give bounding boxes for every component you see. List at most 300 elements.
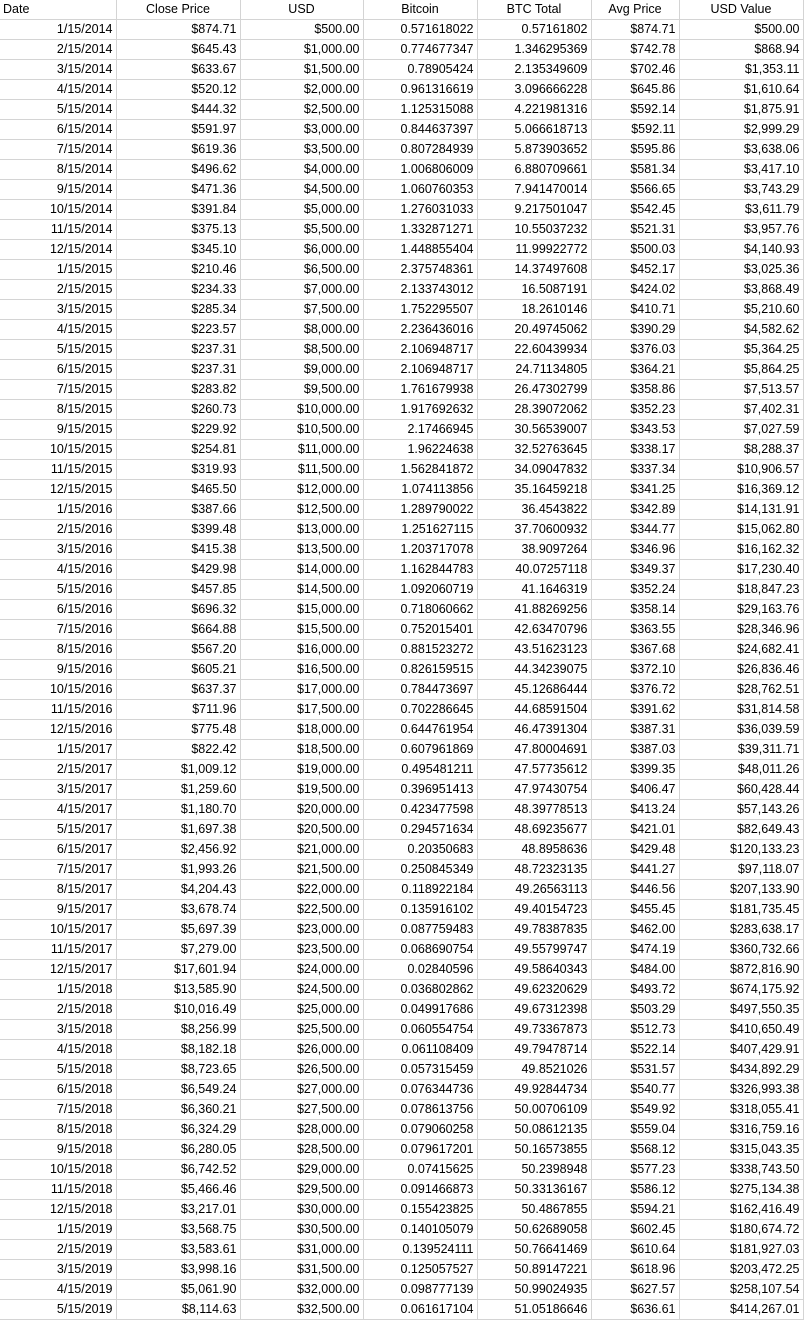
cell-close-price[interactable]: $429.98	[116, 560, 240, 580]
cell-date[interactable]: 4/15/2018	[0, 1040, 116, 1060]
cell-avg-price[interactable]: $874.71	[591, 20, 679, 40]
cell-btc-total[interactable]: 18.2610146	[477, 300, 591, 320]
cell-usd-value[interactable]: $31,814.58	[679, 700, 803, 720]
cell-btc-total[interactable]: 48.69235677	[477, 820, 591, 840]
cell-date[interactable]: 6/15/2015	[0, 360, 116, 380]
cell-avg-price[interactable]: $358.86	[591, 380, 679, 400]
cell-bitcoin[interactable]: 0.036802862	[363, 980, 477, 1000]
cell-usd[interactable]: $20,000.00	[240, 800, 363, 820]
cell-avg-price[interactable]: $542.45	[591, 200, 679, 220]
cell-btc-total[interactable]: 47.97430754	[477, 780, 591, 800]
cell-bitcoin[interactable]: 0.844637397	[363, 120, 477, 140]
cell-close-price[interactable]: $3,998.16	[116, 1260, 240, 1280]
cell-avg-price[interactable]: $349.37	[591, 560, 679, 580]
cell-avg-price[interactable]: $566.65	[591, 180, 679, 200]
cell-close-price[interactable]: $1,259.60	[116, 780, 240, 800]
cell-btc-total[interactable]: 50.4867855	[477, 1200, 591, 1220]
cell-usd-value[interactable]: $28,346.96	[679, 620, 803, 640]
cell-bitcoin[interactable]: 0.087759483	[363, 920, 477, 940]
cell-btc-total[interactable]: 5.066618713	[477, 120, 591, 140]
cell-date[interactable]: 9/15/2015	[0, 420, 116, 440]
cell-avg-price[interactable]: $391.62	[591, 700, 679, 720]
cell-usd[interactable]: $31,500.00	[240, 1260, 363, 1280]
cell-btc-total[interactable]: 47.80004691	[477, 740, 591, 760]
cell-usd-value[interactable]: $97,118.07	[679, 860, 803, 880]
cell-usd-value[interactable]: $868.94	[679, 40, 803, 60]
cell-date[interactable]: 3/15/2016	[0, 540, 116, 560]
cell-close-price[interactable]: $237.31	[116, 340, 240, 360]
cell-avg-price[interactable]: $390.29	[591, 320, 679, 340]
cell-date[interactable]: 12/15/2016	[0, 720, 116, 740]
cell-close-price[interactable]: $471.36	[116, 180, 240, 200]
cell-date[interactable]: 8/15/2015	[0, 400, 116, 420]
cell-btc-total[interactable]: 50.33136167	[477, 1180, 591, 1200]
cell-usd[interactable]: $2,000.00	[240, 80, 363, 100]
cell-usd[interactable]: $1,500.00	[240, 60, 363, 80]
cell-usd-value[interactable]: $10,906.57	[679, 460, 803, 480]
cell-bitcoin[interactable]: 0.079617201	[363, 1140, 477, 1160]
cell-usd[interactable]: $29,000.00	[240, 1160, 363, 1180]
cell-date[interactable]: 7/15/2015	[0, 380, 116, 400]
cell-close-price[interactable]: $5,466.46	[116, 1180, 240, 1200]
cell-avg-price[interactable]: $592.11	[591, 120, 679, 140]
cell-usd[interactable]: $26,500.00	[240, 1060, 363, 1080]
cell-bitcoin[interactable]: 2.133743012	[363, 280, 477, 300]
cell-usd[interactable]: $18,000.00	[240, 720, 363, 740]
cell-btc-total[interactable]: 34.09047832	[477, 460, 591, 480]
cell-avg-price[interactable]: $702.46	[591, 60, 679, 80]
cell-close-price[interactable]: $4,204.43	[116, 880, 240, 900]
cell-avg-price[interactable]: $610.64	[591, 1240, 679, 1260]
cell-bitcoin[interactable]: 0.961316619	[363, 80, 477, 100]
cell-bitcoin[interactable]: 1.289790022	[363, 500, 477, 520]
cell-date[interactable]: 12/15/2015	[0, 480, 116, 500]
cell-close-price[interactable]: $234.33	[116, 280, 240, 300]
cell-usd-value[interactable]: $26,836.46	[679, 660, 803, 680]
cell-avg-price[interactable]: $372.10	[591, 660, 679, 680]
cell-usd-value[interactable]: $162,416.49	[679, 1200, 803, 1220]
cell-usd[interactable]: $12,000.00	[240, 480, 363, 500]
cell-usd-value[interactable]: $181,735.45	[679, 900, 803, 920]
cell-btc-total[interactable]: 50.00706109	[477, 1100, 591, 1120]
cell-close-price[interactable]: $260.73	[116, 400, 240, 420]
cell-bitcoin[interactable]: 0.135916102	[363, 900, 477, 920]
cell-usd[interactable]: $7,000.00	[240, 280, 363, 300]
cell-usd[interactable]: $11,000.00	[240, 440, 363, 460]
cell-close-price[interactable]: $254.81	[116, 440, 240, 460]
cell-usd[interactable]: $15,500.00	[240, 620, 363, 640]
cell-date[interactable]: 3/15/2019	[0, 1260, 116, 1280]
cell-date[interactable]: 1/15/2015	[0, 260, 116, 280]
cell-date[interactable]: 2/15/2019	[0, 1240, 116, 1260]
cell-bitcoin[interactable]: 0.079060258	[363, 1120, 477, 1140]
cell-bitcoin[interactable]: 0.495481211	[363, 760, 477, 780]
cell-close-price[interactable]: $1,993.26	[116, 860, 240, 880]
cell-date[interactable]: 1/15/2018	[0, 980, 116, 1000]
cell-usd[interactable]: $17,000.00	[240, 680, 363, 700]
cell-date[interactable]: 4/15/2015	[0, 320, 116, 340]
cell-date[interactable]: 3/15/2015	[0, 300, 116, 320]
cell-close-price[interactable]: $664.88	[116, 620, 240, 640]
cell-usd[interactable]: $14,000.00	[240, 560, 363, 580]
cell-bitcoin[interactable]: 0.140105079	[363, 1220, 477, 1240]
cell-usd-value[interactable]: $3,025.36	[679, 260, 803, 280]
cell-usd-value[interactable]: $3,743.29	[679, 180, 803, 200]
cell-date[interactable]: 5/15/2015	[0, 340, 116, 360]
cell-bitcoin[interactable]: 1.332871271	[363, 220, 477, 240]
cell-close-price[interactable]: $520.12	[116, 80, 240, 100]
header-btc-total[interactable]: BTC Total	[477, 0, 591, 20]
cell-date[interactable]: 10/15/2016	[0, 680, 116, 700]
cell-avg-price[interactable]: $503.29	[591, 1000, 679, 1020]
cell-close-price[interactable]: $8,723.65	[116, 1060, 240, 1080]
cell-usd[interactable]: $13,000.00	[240, 520, 363, 540]
cell-close-price[interactable]: $1,697.38	[116, 820, 240, 840]
cell-btc-total[interactable]: 49.62320629	[477, 980, 591, 1000]
cell-btc-total[interactable]: 35.16459218	[477, 480, 591, 500]
cell-usd[interactable]: $32,000.00	[240, 1280, 363, 1300]
cell-usd-value[interactable]: $36,039.59	[679, 720, 803, 740]
cell-avg-price[interactable]: $568.12	[591, 1140, 679, 1160]
cell-close-price[interactable]: $633.67	[116, 60, 240, 80]
cell-usd-value[interactable]: $16,162.32	[679, 540, 803, 560]
cell-bitcoin[interactable]: 0.718060662	[363, 600, 477, 620]
cell-btc-total[interactable]: 50.89147221	[477, 1260, 591, 1280]
cell-usd[interactable]: $4,500.00	[240, 180, 363, 200]
cell-usd-value[interactable]: $414,267.01	[679, 1300, 803, 1320]
cell-date[interactable]: 11/15/2017	[0, 940, 116, 960]
cell-close-price[interactable]: $696.32	[116, 600, 240, 620]
cell-avg-price[interactable]: $549.92	[591, 1100, 679, 1120]
cell-date[interactable]: 8/15/2016	[0, 640, 116, 660]
cell-bitcoin[interactable]: 2.106948717	[363, 340, 477, 360]
cell-bitcoin[interactable]: 0.076344736	[363, 1080, 477, 1100]
cell-btc-total[interactable]: 7.941470014	[477, 180, 591, 200]
cell-usd-value[interactable]: $60,428.44	[679, 780, 803, 800]
cell-bitcoin[interactable]: 0.881523272	[363, 640, 477, 660]
cell-btc-total[interactable]: 49.73367873	[477, 1020, 591, 1040]
cell-bitcoin[interactable]: 0.061617104	[363, 1300, 477, 1320]
cell-usd[interactable]: $13,500.00	[240, 540, 363, 560]
cell-avg-price[interactable]: $343.53	[591, 420, 679, 440]
cell-btc-total[interactable]: 49.78387835	[477, 920, 591, 940]
cell-avg-price[interactable]: $367.68	[591, 640, 679, 660]
cell-btc-total[interactable]: 24.71134805	[477, 360, 591, 380]
cell-avg-price[interactable]: $455.45	[591, 900, 679, 920]
cell-usd[interactable]: $21,500.00	[240, 860, 363, 880]
cell-usd-value[interactable]: $5,364.25	[679, 340, 803, 360]
cell-date[interactable]: 8/15/2018	[0, 1120, 116, 1140]
cell-usd-value[interactable]: $57,143.26	[679, 800, 803, 820]
cell-bitcoin[interactable]: 1.251627115	[363, 520, 477, 540]
cell-date[interactable]: 11/15/2016	[0, 700, 116, 720]
cell-usd-value[interactable]: $24,682.41	[679, 640, 803, 660]
cell-usd[interactable]: $16,000.00	[240, 640, 363, 660]
cell-usd-value[interactable]: $258,107.54	[679, 1280, 803, 1300]
cell-avg-price[interactable]: $406.47	[591, 780, 679, 800]
cell-date[interactable]: 10/15/2018	[0, 1160, 116, 1180]
cell-btc-total[interactable]: 20.49745062	[477, 320, 591, 340]
cell-avg-price[interactable]: $592.14	[591, 100, 679, 120]
cell-usd[interactable]: $2,500.00	[240, 100, 363, 120]
cell-usd[interactable]: $30,000.00	[240, 1200, 363, 1220]
cell-btc-total[interactable]: 10.55037232	[477, 220, 591, 240]
cell-btc-total[interactable]: 50.62689058	[477, 1220, 591, 1240]
cell-bitcoin[interactable]: 1.761679938	[363, 380, 477, 400]
cell-close-price[interactable]: $13,585.90	[116, 980, 240, 1000]
cell-bitcoin[interactable]: 0.396951413	[363, 780, 477, 800]
cell-avg-price[interactable]: $581.34	[591, 160, 679, 180]
cell-close-price[interactable]: $229.92	[116, 420, 240, 440]
cell-close-price[interactable]: $6,360.21	[116, 1100, 240, 1120]
cell-usd-value[interactable]: $39,311.71	[679, 740, 803, 760]
cell-btc-total[interactable]: 4.221981316	[477, 100, 591, 120]
cell-avg-price[interactable]: $500.03	[591, 240, 679, 260]
cell-usd-value[interactable]: $7,402.31	[679, 400, 803, 420]
cell-usd-value[interactable]: $207,133.90	[679, 880, 803, 900]
cell-btc-total[interactable]: 49.26563113	[477, 880, 591, 900]
cell-bitcoin[interactable]: 0.02840596	[363, 960, 477, 980]
cell-usd[interactable]: $4,000.00	[240, 160, 363, 180]
cell-close-price[interactable]: $17,601.94	[116, 960, 240, 980]
cell-btc-total[interactable]: 38.9097264	[477, 540, 591, 560]
cell-usd-value[interactable]: $17,230.40	[679, 560, 803, 580]
cell-usd[interactable]: $15,000.00	[240, 600, 363, 620]
cell-bitcoin[interactable]: 1.092060719	[363, 580, 477, 600]
cell-usd-value[interactable]: $316,759.16	[679, 1120, 803, 1140]
cell-date[interactable]: 6/15/2016	[0, 600, 116, 620]
cell-date[interactable]: 3/15/2018	[0, 1020, 116, 1040]
cell-usd[interactable]: $5,000.00	[240, 200, 363, 220]
cell-avg-price[interactable]: $559.04	[591, 1120, 679, 1140]
cell-usd-value[interactable]: $2,999.29	[679, 120, 803, 140]
cell-usd[interactable]: $9,500.00	[240, 380, 363, 400]
cell-close-price[interactable]: $822.42	[116, 740, 240, 760]
cell-btc-total[interactable]: 49.40154723	[477, 900, 591, 920]
cell-usd[interactable]: $18,500.00	[240, 740, 363, 760]
cell-usd-value[interactable]: $28,762.51	[679, 680, 803, 700]
cell-usd-value[interactable]: $326,993.38	[679, 1080, 803, 1100]
cell-avg-price[interactable]: $522.14	[591, 1040, 679, 1060]
cell-usd-value[interactable]: $872,816.90	[679, 960, 803, 980]
cell-close-price[interactable]: $3,568.75	[116, 1220, 240, 1240]
cell-btc-total[interactable]: 49.8521026	[477, 1060, 591, 1080]
cell-close-price[interactable]: $711.96	[116, 700, 240, 720]
header-avg-price[interactable]: Avg Price	[591, 0, 679, 20]
cell-close-price[interactable]: $591.97	[116, 120, 240, 140]
cell-btc-total[interactable]: 49.67312398	[477, 1000, 591, 1020]
cell-close-price[interactable]: $605.21	[116, 660, 240, 680]
cell-usd-value[interactable]: $283,638.17	[679, 920, 803, 940]
cell-btc-total[interactable]: 43.51623123	[477, 640, 591, 660]
cell-usd-value[interactable]: $3,611.79	[679, 200, 803, 220]
cell-usd-value[interactable]: $1,353.11	[679, 60, 803, 80]
cell-bitcoin[interactable]: 0.571618022	[363, 20, 477, 40]
cell-close-price[interactable]: $7,279.00	[116, 940, 240, 960]
cell-usd-value[interactable]: $497,550.35	[679, 1000, 803, 1020]
cell-date[interactable]: 6/15/2018	[0, 1080, 116, 1100]
cell-btc-total[interactable]: 50.16573855	[477, 1140, 591, 1160]
cell-btc-total[interactable]: 48.39778513	[477, 800, 591, 820]
cell-close-price[interactable]: $1,180.70	[116, 800, 240, 820]
cell-bitcoin[interactable]: 0.702286645	[363, 700, 477, 720]
cell-bitcoin[interactable]: 0.078613756	[363, 1100, 477, 1120]
cell-usd-value[interactable]: $360,732.66	[679, 940, 803, 960]
cell-usd[interactable]: $12,500.00	[240, 500, 363, 520]
cell-date[interactable]: 4/15/2017	[0, 800, 116, 820]
cell-usd[interactable]: $3,000.00	[240, 120, 363, 140]
cell-bitcoin[interactable]: 0.057315459	[363, 1060, 477, 1080]
cell-date[interactable]: 4/15/2019	[0, 1280, 116, 1300]
header-date[interactable]: Date	[0, 0, 116, 20]
cell-date[interactable]: 11/15/2014	[0, 220, 116, 240]
cell-close-price[interactable]: $415.38	[116, 540, 240, 560]
cell-usd-value[interactable]: $3,638.06	[679, 140, 803, 160]
cell-bitcoin[interactable]: 0.155423825	[363, 1200, 477, 1220]
cell-btc-total[interactable]: 49.55799747	[477, 940, 591, 960]
cell-usd[interactable]: $25,500.00	[240, 1020, 363, 1040]
cell-date[interactable]: 9/15/2014	[0, 180, 116, 200]
cell-btc-total[interactable]: 49.92844734	[477, 1080, 591, 1100]
cell-close-price[interactable]: $3,678.74	[116, 900, 240, 920]
cell-date[interactable]: 1/15/2017	[0, 740, 116, 760]
cell-date[interactable]: 9/15/2016	[0, 660, 116, 680]
cell-usd[interactable]: $27,500.00	[240, 1100, 363, 1120]
cell-usd[interactable]: $25,000.00	[240, 1000, 363, 1020]
cell-date[interactable]: 5/15/2017	[0, 820, 116, 840]
cell-bitcoin[interactable]: 2.17466945	[363, 420, 477, 440]
cell-avg-price[interactable]: $521.31	[591, 220, 679, 240]
cell-usd-value[interactable]: $3,868.49	[679, 280, 803, 300]
cell-avg-price[interactable]: $352.24	[591, 580, 679, 600]
cell-btc-total[interactable]: 9.217501047	[477, 200, 591, 220]
header-usd-value[interactable]: USD Value	[679, 0, 803, 20]
cell-usd[interactable]: $21,000.00	[240, 840, 363, 860]
cell-avg-price[interactable]: $342.89	[591, 500, 679, 520]
cell-close-price[interactable]: $8,256.99	[116, 1020, 240, 1040]
cell-avg-price[interactable]: $376.03	[591, 340, 679, 360]
cell-usd-value[interactable]: $7,513.57	[679, 380, 803, 400]
cell-date[interactable]: 3/15/2017	[0, 780, 116, 800]
cell-bitcoin[interactable]: 1.060760353	[363, 180, 477, 200]
cell-btc-total[interactable]: 16.5087191	[477, 280, 591, 300]
cell-usd[interactable]: $17,500.00	[240, 700, 363, 720]
cell-close-price[interactable]: $465.50	[116, 480, 240, 500]
cell-bitcoin[interactable]: 0.049917686	[363, 1000, 477, 1020]
cell-bitcoin[interactable]: 1.203717078	[363, 540, 477, 560]
cell-btc-total[interactable]: 22.60439934	[477, 340, 591, 360]
cell-date[interactable]: 12/15/2014	[0, 240, 116, 260]
cell-avg-price[interactable]: $493.72	[591, 980, 679, 1000]
cell-usd-value[interactable]: $18,847.23	[679, 580, 803, 600]
cell-usd-value[interactable]: $3,417.10	[679, 160, 803, 180]
cell-usd[interactable]: $11,500.00	[240, 460, 363, 480]
cell-bitcoin[interactable]: 0.07415625	[363, 1160, 477, 1180]
cell-avg-price[interactable]: $376.72	[591, 680, 679, 700]
cell-usd-value[interactable]: $410,650.49	[679, 1020, 803, 1040]
cell-usd[interactable]: $10,500.00	[240, 420, 363, 440]
cell-usd[interactable]: $5,500.00	[240, 220, 363, 240]
cell-close-price[interactable]: $8,182.18	[116, 1040, 240, 1060]
cell-date[interactable]: 1/15/2016	[0, 500, 116, 520]
cell-close-price[interactable]: $283.82	[116, 380, 240, 400]
cell-close-price[interactable]: $637.37	[116, 680, 240, 700]
cell-close-price[interactable]: $375.13	[116, 220, 240, 240]
cell-usd-value[interactable]: $315,043.35	[679, 1140, 803, 1160]
cell-bitcoin[interactable]: 0.752015401	[363, 620, 477, 640]
cell-btc-total[interactable]: 47.57735612	[477, 760, 591, 780]
cell-usd-value[interactable]: $3,957.76	[679, 220, 803, 240]
header-bitcoin[interactable]: Bitcoin	[363, 0, 477, 20]
cell-usd-value[interactable]: $318,055.41	[679, 1100, 803, 1120]
cell-close-price[interactable]: $319.93	[116, 460, 240, 480]
cell-btc-total[interactable]: 37.70600932	[477, 520, 591, 540]
cell-bitcoin[interactable]: 0.774677347	[363, 40, 477, 60]
cell-date[interactable]: 5/15/2019	[0, 1300, 116, 1320]
cell-avg-price[interactable]: $577.23	[591, 1160, 679, 1180]
cell-bitcoin[interactable]: 1.162844783	[363, 560, 477, 580]
cell-bitcoin[interactable]: 0.098777139	[363, 1280, 477, 1300]
cell-btc-total[interactable]: 5.873903652	[477, 140, 591, 160]
cell-avg-price[interactable]: $618.96	[591, 1260, 679, 1280]
cell-usd-value[interactable]: $5,864.25	[679, 360, 803, 380]
cell-usd-value[interactable]: $14,131.91	[679, 500, 803, 520]
cell-close-price[interactable]: $775.48	[116, 720, 240, 740]
cell-btc-total[interactable]: 44.34239075	[477, 660, 591, 680]
cell-close-price[interactable]: $6,324.29	[116, 1120, 240, 1140]
cell-usd[interactable]: $6,000.00	[240, 240, 363, 260]
cell-close-price[interactable]: $237.31	[116, 360, 240, 380]
cell-bitcoin[interactable]: 1.006806009	[363, 160, 477, 180]
cell-avg-price[interactable]: $358.14	[591, 600, 679, 620]
cell-btc-total[interactable]: 50.08612135	[477, 1120, 591, 1140]
cell-usd-value[interactable]: $203,472.25	[679, 1260, 803, 1280]
cell-btc-total[interactable]: 11.99922772	[477, 240, 591, 260]
cell-avg-price[interactable]: $645.86	[591, 80, 679, 100]
cell-btc-total[interactable]: 46.47391304	[477, 720, 591, 740]
cell-btc-total[interactable]: 49.58640343	[477, 960, 591, 980]
cell-bitcoin[interactable]: 0.826159515	[363, 660, 477, 680]
cell-close-price[interactable]: $210.46	[116, 260, 240, 280]
cell-avg-price[interactable]: $413.24	[591, 800, 679, 820]
cell-usd[interactable]: $31,000.00	[240, 1240, 363, 1260]
cell-usd[interactable]: $7,500.00	[240, 300, 363, 320]
cell-btc-total[interactable]: 26.47302799	[477, 380, 591, 400]
cell-close-price[interactable]: $567.20	[116, 640, 240, 660]
cell-date[interactable]: 11/15/2015	[0, 460, 116, 480]
cell-usd[interactable]: $8,000.00	[240, 320, 363, 340]
cell-avg-price[interactable]: $352.23	[591, 400, 679, 420]
cell-usd[interactable]: $22,000.00	[240, 880, 363, 900]
cell-avg-price[interactable]: $399.35	[591, 760, 679, 780]
cell-avg-price[interactable]: $484.00	[591, 960, 679, 980]
cell-avg-price[interactable]: $540.77	[591, 1080, 679, 1100]
cell-bitcoin[interactable]: 1.917692632	[363, 400, 477, 420]
cell-close-price[interactable]: $444.32	[116, 100, 240, 120]
cell-date[interactable]: 7/15/2016	[0, 620, 116, 640]
cell-date[interactable]: 6/15/2014	[0, 120, 116, 140]
cell-close-price[interactable]: $399.48	[116, 520, 240, 540]
cell-date[interactable]: 10/15/2015	[0, 440, 116, 460]
cell-usd[interactable]: $23,000.00	[240, 920, 363, 940]
cell-usd[interactable]: $14,500.00	[240, 580, 363, 600]
cell-avg-price[interactable]: $421.01	[591, 820, 679, 840]
cell-avg-price[interactable]: $452.17	[591, 260, 679, 280]
cell-avg-price[interactable]: $595.86	[591, 140, 679, 160]
header-close-price[interactable]: Close Price	[116, 0, 240, 20]
cell-close-price[interactable]: $223.57	[116, 320, 240, 340]
cell-usd-value[interactable]: $15,062.80	[679, 520, 803, 540]
